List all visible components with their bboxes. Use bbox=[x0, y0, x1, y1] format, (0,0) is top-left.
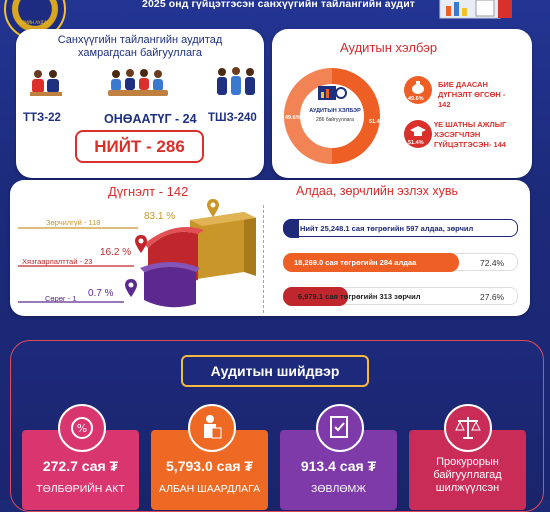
report-illustration-icon bbox=[436, 0, 516, 20]
person-doc-icon bbox=[188, 404, 236, 452]
donut-pct-right: 51.4% bbox=[369, 119, 385, 125]
errors-mistakes-pct: 72.4% bbox=[480, 258, 505, 268]
graduation-cap-icon bbox=[410, 124, 426, 138]
conclusion-label-qualified: Хязгаарлалттай - 23 bbox=[22, 257, 93, 266]
conclusion-title: Дүгнэлт - 142 bbox=[108, 184, 189, 199]
organizations-title-line1: Санхүүгийн тайлангийн аудитад bbox=[57, 34, 223, 46]
errors-violations-pct: 27.6% bbox=[480, 292, 505, 302]
org-group-onoaatug: ОНӨААТҮГ - 24 bbox=[104, 112, 197, 126]
audit-forms-title: Аудитын хэлбэр bbox=[340, 40, 438, 55]
svg-text:%: % bbox=[76, 422, 88, 435]
result-payment-act-value: 272.7 сая ₮ bbox=[42, 458, 119, 474]
people-group-icon bbox=[28, 68, 64, 98]
badge-pct-1: 49.6% bbox=[408, 96, 424, 102]
total-organizations: НИЙТ - 286 bbox=[75, 130, 204, 163]
page-title: 2025 онд гүйцэтгэсэн санхүүгийн тайлангийн аудит bbox=[142, 0, 415, 10]
logo-text: ТӨРИЙН АУДИТ bbox=[16, 20, 49, 25]
errors-bar-total-cap bbox=[283, 219, 299, 238]
donut-center-sub: 286 байгууллага bbox=[316, 117, 354, 123]
conclusion-pct-clean: 83.1 % bbox=[144, 211, 176, 222]
audit-form-stage: ҮЕ ШАТНЫ АЖЛЫГ ХЭСЭГЧЛЭН ГҮЙЦЭТГЭСЭН- 144 bbox=[434, 120, 507, 149]
errors-total-text: Нийт 25,248.1 сая төгрөгийн 597 алдаа, зөрчил bbox=[300, 224, 474, 233]
organizations-title-line2: хамрагдсан байгууллага bbox=[78, 47, 202, 59]
coin-percent-icon bbox=[58, 404, 106, 452]
badge-pct-2: 51.4% bbox=[408, 140, 424, 146]
people-team-icon bbox=[214, 66, 258, 98]
organizations-title bbox=[30, 34, 250, 60]
donut-center-title: АУДИТЫН ХЭЛБЭР bbox=[309, 108, 361, 114]
card-divider bbox=[263, 205, 264, 313]
audit-form-independent: БИЕ ДААСАН ДҮГНЭЛТ ӨГСӨН - 142 bbox=[438, 80, 506, 109]
result-payment-act-label: ТӨЛБӨРИЙН АКТ bbox=[36, 483, 125, 495]
org-group-tshz: ТШЗ-240 bbox=[208, 112, 257, 124]
scales-icon bbox=[444, 404, 492, 452]
conclusion-pct-adverse: 0.7 % bbox=[88, 288, 114, 299]
conclusion-label-adverse: Сөрөг - 1 bbox=[45, 294, 77, 303]
errors-violations-text: 6,979.1 сая төгрөгийн 313 зөрчил bbox=[298, 292, 421, 301]
book-check-icon bbox=[316, 404, 364, 452]
org-group-ttz: ТТЗ-22 bbox=[23, 112, 61, 124]
result-official-demand-label: АЛБАН ШААРДЛАГА bbox=[158, 483, 261, 495]
audit-chart-icon bbox=[316, 82, 348, 104]
donut-pct-left: 49.6% bbox=[285, 115, 301, 121]
people-meeting-icon bbox=[106, 68, 170, 102]
conclusion-pct-qualified: 16.2 % bbox=[100, 247, 132, 258]
money-bag-icon bbox=[410, 80, 426, 94]
errors-mistakes-text: 18,269.0 сая төгрөгийн 284 алдаа bbox=[294, 258, 417, 267]
result-recommendation-label: ЗӨВЛӨМЖ bbox=[311, 483, 366, 495]
result-prosecutor-label: Прокурорын байгууллагад шилжүүлсэн bbox=[433, 456, 502, 494]
result-official-demand-value: 5,793.0 сая ₮ bbox=[166, 458, 253, 474]
result-recommendation-value: 913.4 сая ₮ bbox=[300, 458, 377, 474]
conclusion-label-clean: Зөрчилгүй - 118 bbox=[46, 218, 101, 227]
location-pin-gold-icon bbox=[206, 198, 220, 218]
errors-title: Алдаа, зөрчлийн эзлэх хувь bbox=[296, 184, 459, 198]
results-title: Аудитын шийдвэр bbox=[181, 355, 369, 387]
